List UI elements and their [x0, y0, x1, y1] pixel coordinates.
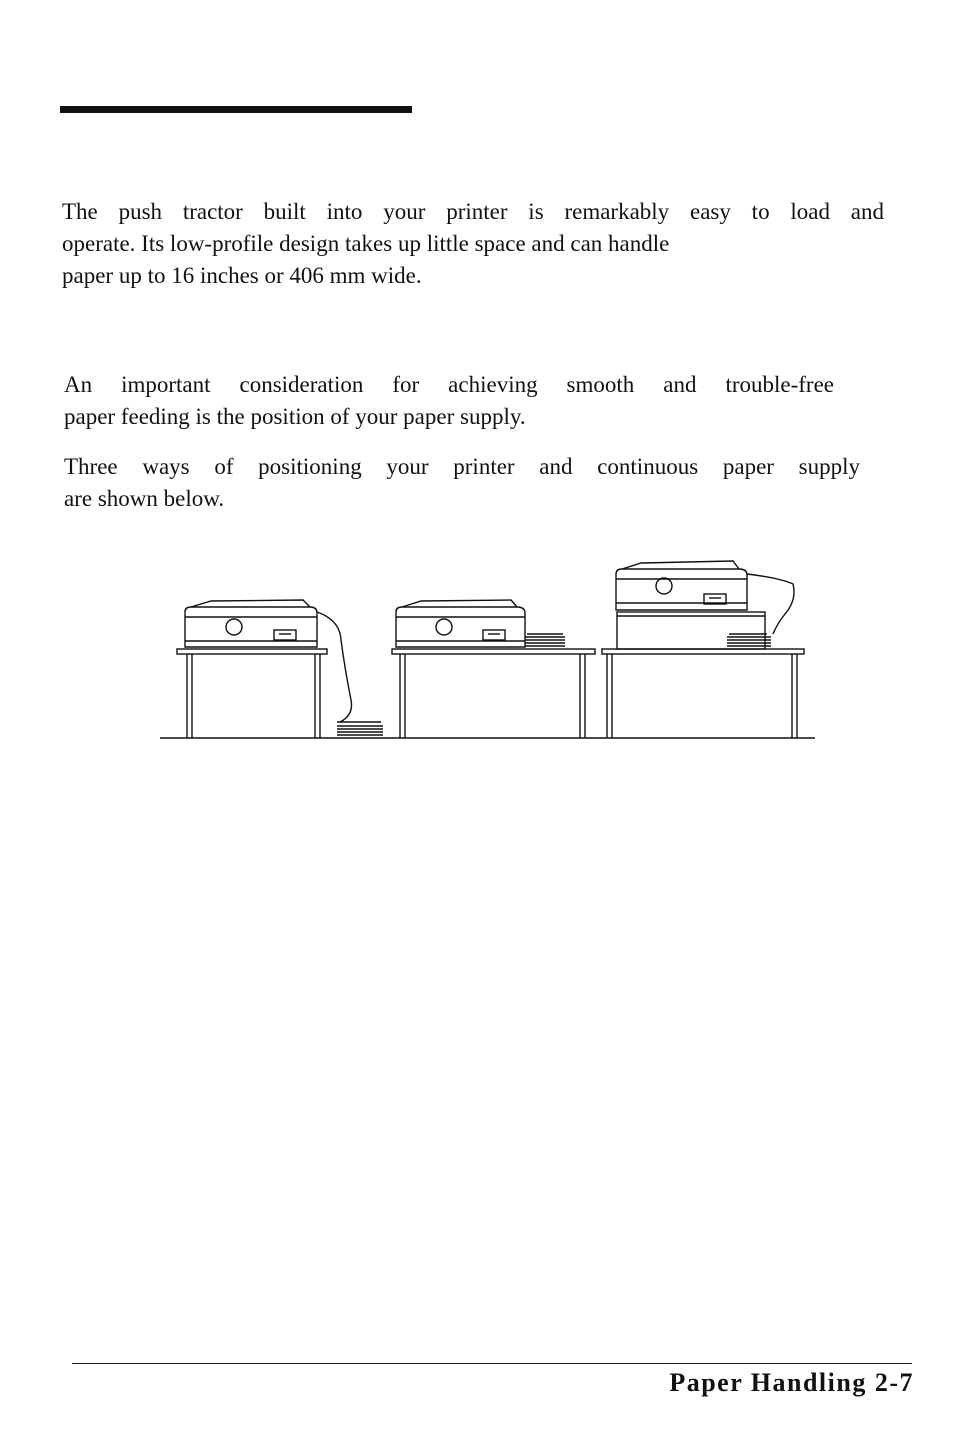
platen-knob-icon: [436, 619, 452, 635]
intro-line-2: operate. Its low-profile design takes up little space and can handle: [62, 231, 670, 256]
printer: [396, 600, 525, 647]
intro-line-1: The push tractor built into your printer is remarkably easy to load and: [62, 199, 884, 224]
intro-line-3: paper up to 16 inches or 406 mm wide.: [62, 263, 422, 288]
intro-paragraph: [62, 196, 884, 292]
paper-path: [317, 612, 352, 722]
platen-knob-icon: [656, 578, 672, 594]
table-top: [177, 649, 327, 654]
footer-rule: [72, 1363, 912, 1364]
setup-paper-beside-printer: [392, 600, 595, 738]
setup-paper-under-printer: [602, 561, 804, 738]
setup-paper-on-floor: [177, 600, 383, 738]
table-top: [602, 649, 804, 654]
section-rule: [60, 106, 412, 113]
paper-stack: [337, 722, 383, 735]
paper-stack: [525, 634, 565, 646]
consideration-line-2: paper feeding is the position of your paper supply.: [64, 404, 526, 429]
positioning-line-2: are shown below.: [64, 486, 225, 511]
positioning-paragraph: [64, 451, 860, 515]
consideration-paragraph: [64, 369, 834, 433]
paper-lever-icon: [483, 630, 505, 640]
positioning-line-1: Three ways of positioning your printer and continuous paper supply: [64, 454, 860, 479]
paper-path: [747, 574, 794, 634]
table-top: [392, 649, 595, 654]
page-footer: Paper Handling 2-7: [669, 1368, 914, 1397]
printer: [185, 600, 317, 647]
platen-knob-icon: [226, 619, 242, 635]
consideration-line-1: An important consideration for achieving smooth and trouble-free: [64, 372, 834, 397]
printer-positioning-illustration: [155, 550, 820, 750]
printer: [616, 561, 747, 610]
paper-lever-icon: [274, 630, 296, 640]
